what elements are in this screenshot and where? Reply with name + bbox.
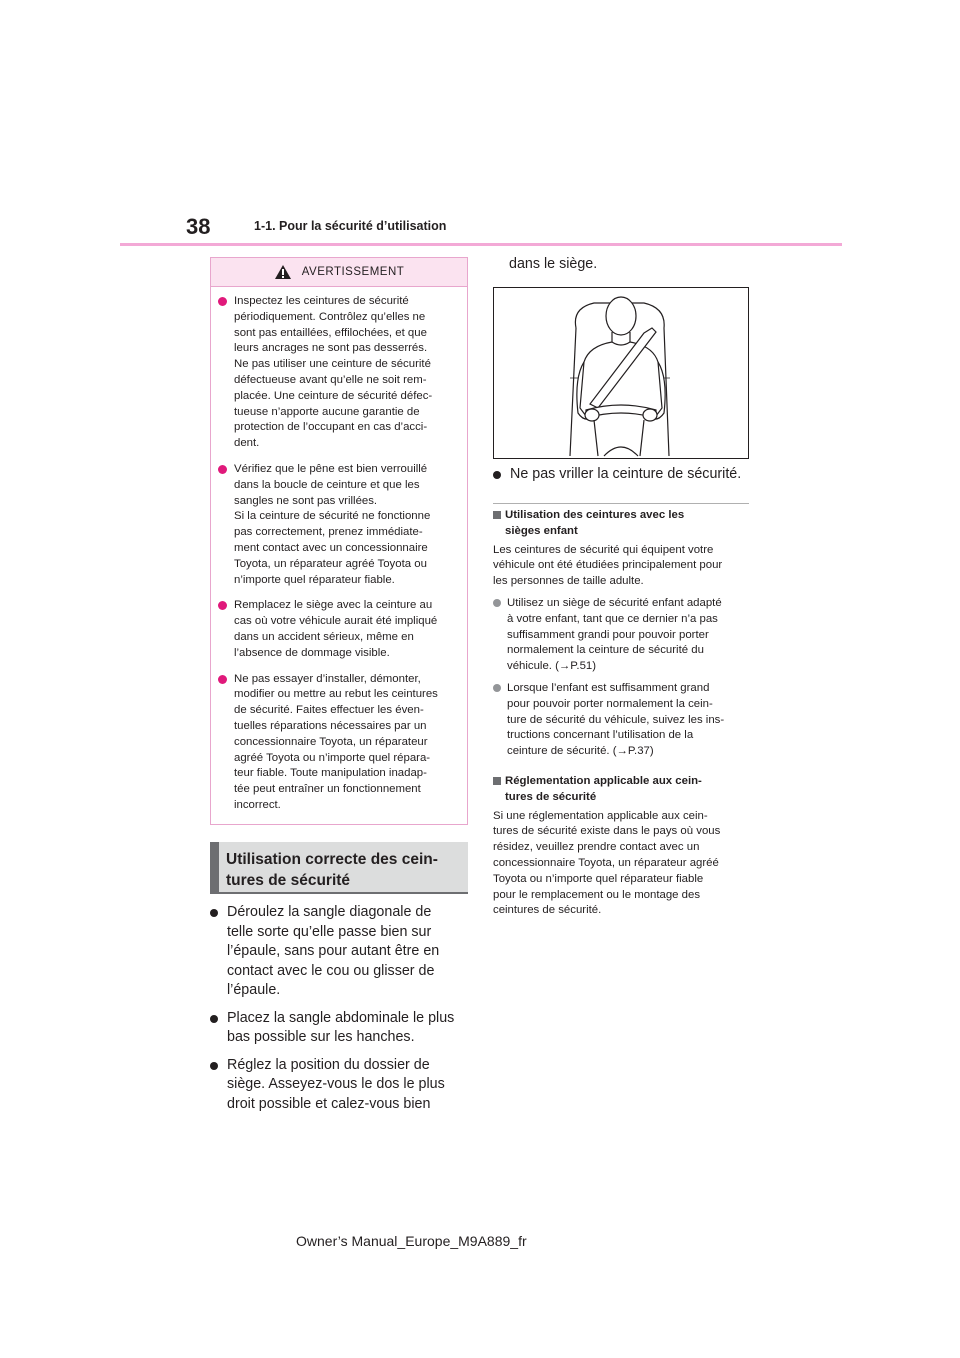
warning-item: [218, 294, 457, 452]
section-title: 1-1. Pour la sécurité d’utilisation: [254, 219, 447, 233]
bullet-icon: [218, 297, 227, 306]
list-item: [493, 596, 755, 675]
warning-item-text: Ne pas essayer d’installer, démonter, modifier ou mettre au rebut les ceintures de sécurité. Faites effectuer les éven- tuelles réparations nécessaires par un concessionnaire Toyota, un réparateur agréé Toyota ou n’importe quel répara- teur fiable. Toute manipulation inadap- tée peut entraîner un fonctionnement incorrect.: [234, 672, 438, 811]
bullet-icon: [493, 684, 501, 692]
bullet-icon: [210, 1062, 218, 1070]
warning-item: [218, 598, 457, 661]
subsection-title: Réglementation applicable aux cein- tures de sécurité: [505, 775, 702, 803]
instruction-list: [210, 903, 472, 1122]
subsection-heading: [493, 774, 755, 806]
list-item-text: Placez la sangle abdominale le plus bas possible sur les hanches.: [227, 1009, 455, 1045]
list-item-text: Ne pas vriller la ceinture de sécurité.: [510, 466, 742, 482]
list-item-text: Lorsque l’enfant est suffisamment grand pour pouvoir porter normalement la cein- ture de sécurité du véhicule, suivez les ins- tructions concernant l’utilisation de la ceinture de sécurité. (→P.37): [507, 681, 725, 758]
square-bullet-icon: [493, 511, 501, 519]
list-item-text: Déroulez la sangle diagonale de telle sorte qu’elle passe bien sur l’épaule, sans pour autant être en contact avec le cou ou glisser de l’épaule.: [227, 904, 440, 998]
seatbelt-illustration: [493, 287, 749, 459]
bullet-icon: [210, 1015, 218, 1023]
footer: Owner’s Manual_Europe_M9A889_fr: [296, 1233, 527, 1249]
list-item: [210, 1009, 472, 1048]
square-bullet-icon: [493, 777, 501, 785]
page-number: 38: [186, 214, 211, 239]
divider: [493, 503, 749, 504]
warning-item: [218, 462, 457, 588]
bullet-icon: [493, 471, 501, 479]
warning-item-text: Remplacez le siège avec la ceinture au cas où votre véhicule aurait été impliqué dans un accident sérieux, même en l’absence de dommage visible.: [234, 599, 438, 659]
warning-item-text: Inspectez les ceintures de sécurité périodiquement. Contrôlez qu’elles ne sont pas entaillées, effilochées, et que leurs ancrages ne sont pas desserrés. Ne pas utiliser une ceinture de sécurité défectueuse avant qu’elle ne soit rem- placée. Une ceinture de sécurité défec- tueuse n’apporte aucune garantie de protection de l’occupant en cas d’acci- dent.: [234, 295, 433, 450]
warning-header: [211, 258, 467, 287]
list-item-text: Réglez la position du dossier de siège. Asseyez-vous le dos le plus droit possible et calez-vous bien: [227, 1056, 445, 1112]
list-item: [493, 681, 755, 760]
list-item: [210, 1056, 472, 1115]
child-seat-section: [493, 508, 755, 760]
continuation-text: dans le siège.: [509, 256, 598, 272]
warning-item: [218, 672, 457, 814]
bullet-icon: [218, 601, 227, 610]
bullet-icon: [210, 909, 218, 917]
bullet-icon: [218, 465, 227, 474]
subsection-heading: [493, 508, 755, 540]
bullet-icon: [493, 599, 501, 607]
list-item: [210, 903, 472, 1001]
paragraph: Si une réglementation applicable aux cein- tures de sécurité existe dans le pays où vous résidez, veuillez prendre contact avec un concessionnaire Toyota, un réparateur agréé Toyota ou n’importe quel réparateur fiable pour le remplacement ou le montage des ceintures de sécurité.: [493, 809, 721, 917]
section-heading: Utilisation correcte des cein- tures de sécurité: [210, 842, 468, 894]
bullet-icon: [218, 675, 227, 684]
list-item: [493, 465, 741, 485]
header-divider: [120, 243, 842, 246]
paragraph: Les ceintures de sécurité qui équipent votre véhicule ont été étudiées principalement pour les personnes de taille adulte.: [493, 543, 723, 588]
regulation-section: [493, 774, 755, 919]
subsection-title: Utilisation des ceintures avec les sièges enfant: [505, 509, 685, 537]
warning-title: AVERTISSEMENT: [301, 266, 405, 278]
warning-item-text: Vérifiez que le pêne est bien verrouillé dans la boucle de ceinture et que les sangles ne sont pas vrillées. Si la ceinture de sécurité ne fonctionne pas correctement, prenez immédiate- ment contact avec un concessionnaire Toyota, un réparateur agréé Toyota ou n’importe quel réparateur fiable.: [234, 462, 431, 586]
list-item-text: Utilisez un siège de sécurité enfant adapté à votre enfant, tant que ce dernier n’a pas suffisamment grandi pour pouvoir porter normalement la ceinture de sécurité du véhicule. (→P.51): [507, 596, 722, 673]
warning-triangle-icon: [274, 264, 292, 280]
warning-box: [210, 257, 468, 825]
